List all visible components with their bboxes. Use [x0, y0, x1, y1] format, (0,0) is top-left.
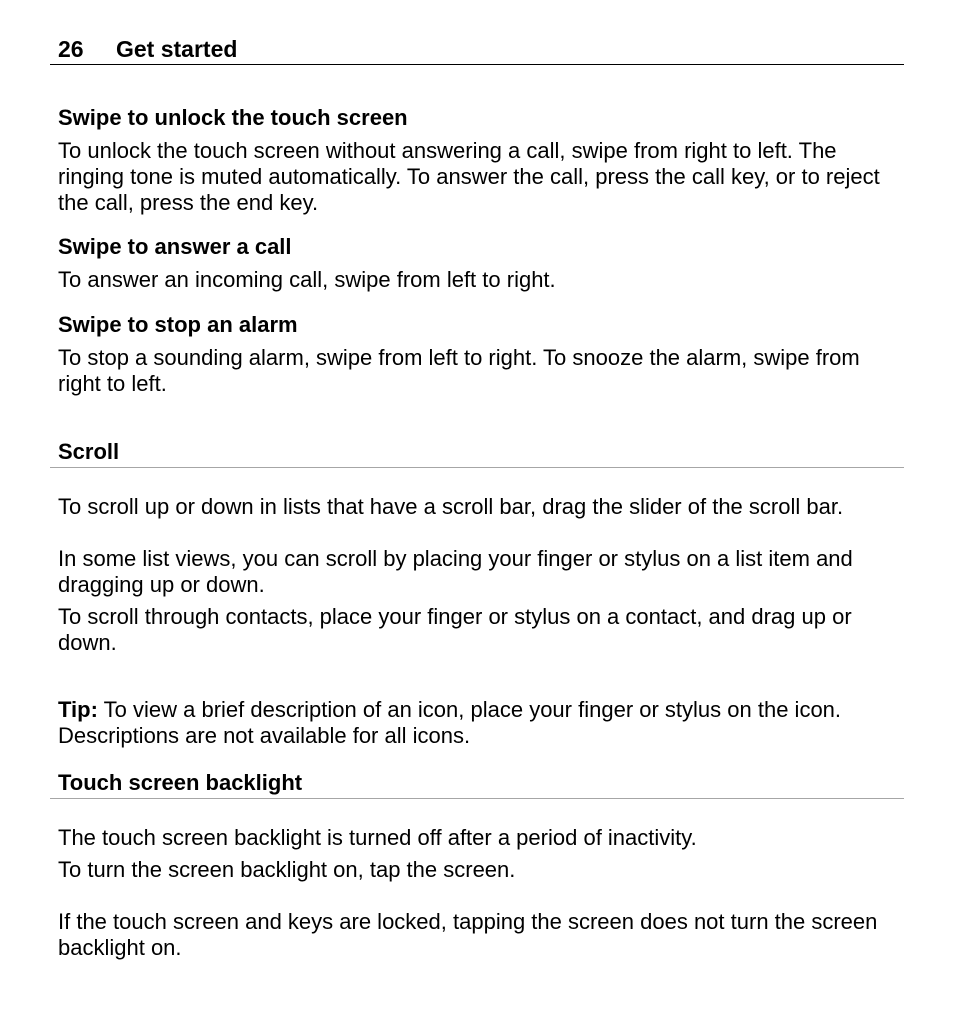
section-title: Touch screen backlight	[58, 770, 303, 795]
paragraph-scroll-3: To scroll through contacts, place your finger or stylus on a contact, and drag up or down.	[58, 604, 852, 655]
page-header	[50, 34, 904, 65]
paragraph-scroll-1: To scroll up or down in lists that have a scroll bar, drag the slider of the scroll bar.	[58, 494, 844, 519]
section-heading-scroll	[50, 437, 904, 468]
paragraph-swipe-answer: To answer an incoming call, swipe from left to right.	[58, 267, 556, 292]
paragraph-scroll-2: In some list views, you can scroll by placing your finger or stylus on a list item and dragging up or down.	[58, 546, 853, 597]
paragraph-backlight-2: To turn the screen backlight on, tap the screen.	[58, 857, 516, 882]
chapter-title: Get started	[116, 36, 238, 62]
heading-swipe-answer: Swipe to answer a call	[58, 234, 292, 259]
heading-swipe-unlock: Swipe to unlock the touch screen	[58, 105, 408, 130]
page-number: 26	[58, 36, 84, 62]
heading-swipe-alarm: Swipe to stop an alarm	[58, 312, 298, 337]
paragraph-backlight-1: The touch screen backlight is turned off after a period of inactivity.	[58, 825, 697, 850]
section-title: Scroll	[58, 439, 120, 464]
tip-label: Tip:	[58, 697, 98, 722]
section-heading-backlight	[50, 768, 904, 799]
tip-paragraph	[58, 697, 908, 749]
paragraph-backlight-3: If the touch screen and keys are locked, tapping the screen does not turn the screen backlight on.	[58, 909, 878, 960]
paragraph-swipe-alarm: To stop a sounding alarm, swipe from left to right. To snooze the alarm, swipe from right to left.	[58, 345, 860, 396]
tip-text: To view a brief description of an icon, place your finger or stylus on the icon. Descriptions are not available for all icons.	[58, 697, 842, 748]
paragraph-swipe-unlock: To unlock the touch screen without answering a call, swipe from right to left. The ringing tone is muted automatically. To answer the call, press the call key, or to reject the call, press the end key.	[58, 138, 880, 215]
